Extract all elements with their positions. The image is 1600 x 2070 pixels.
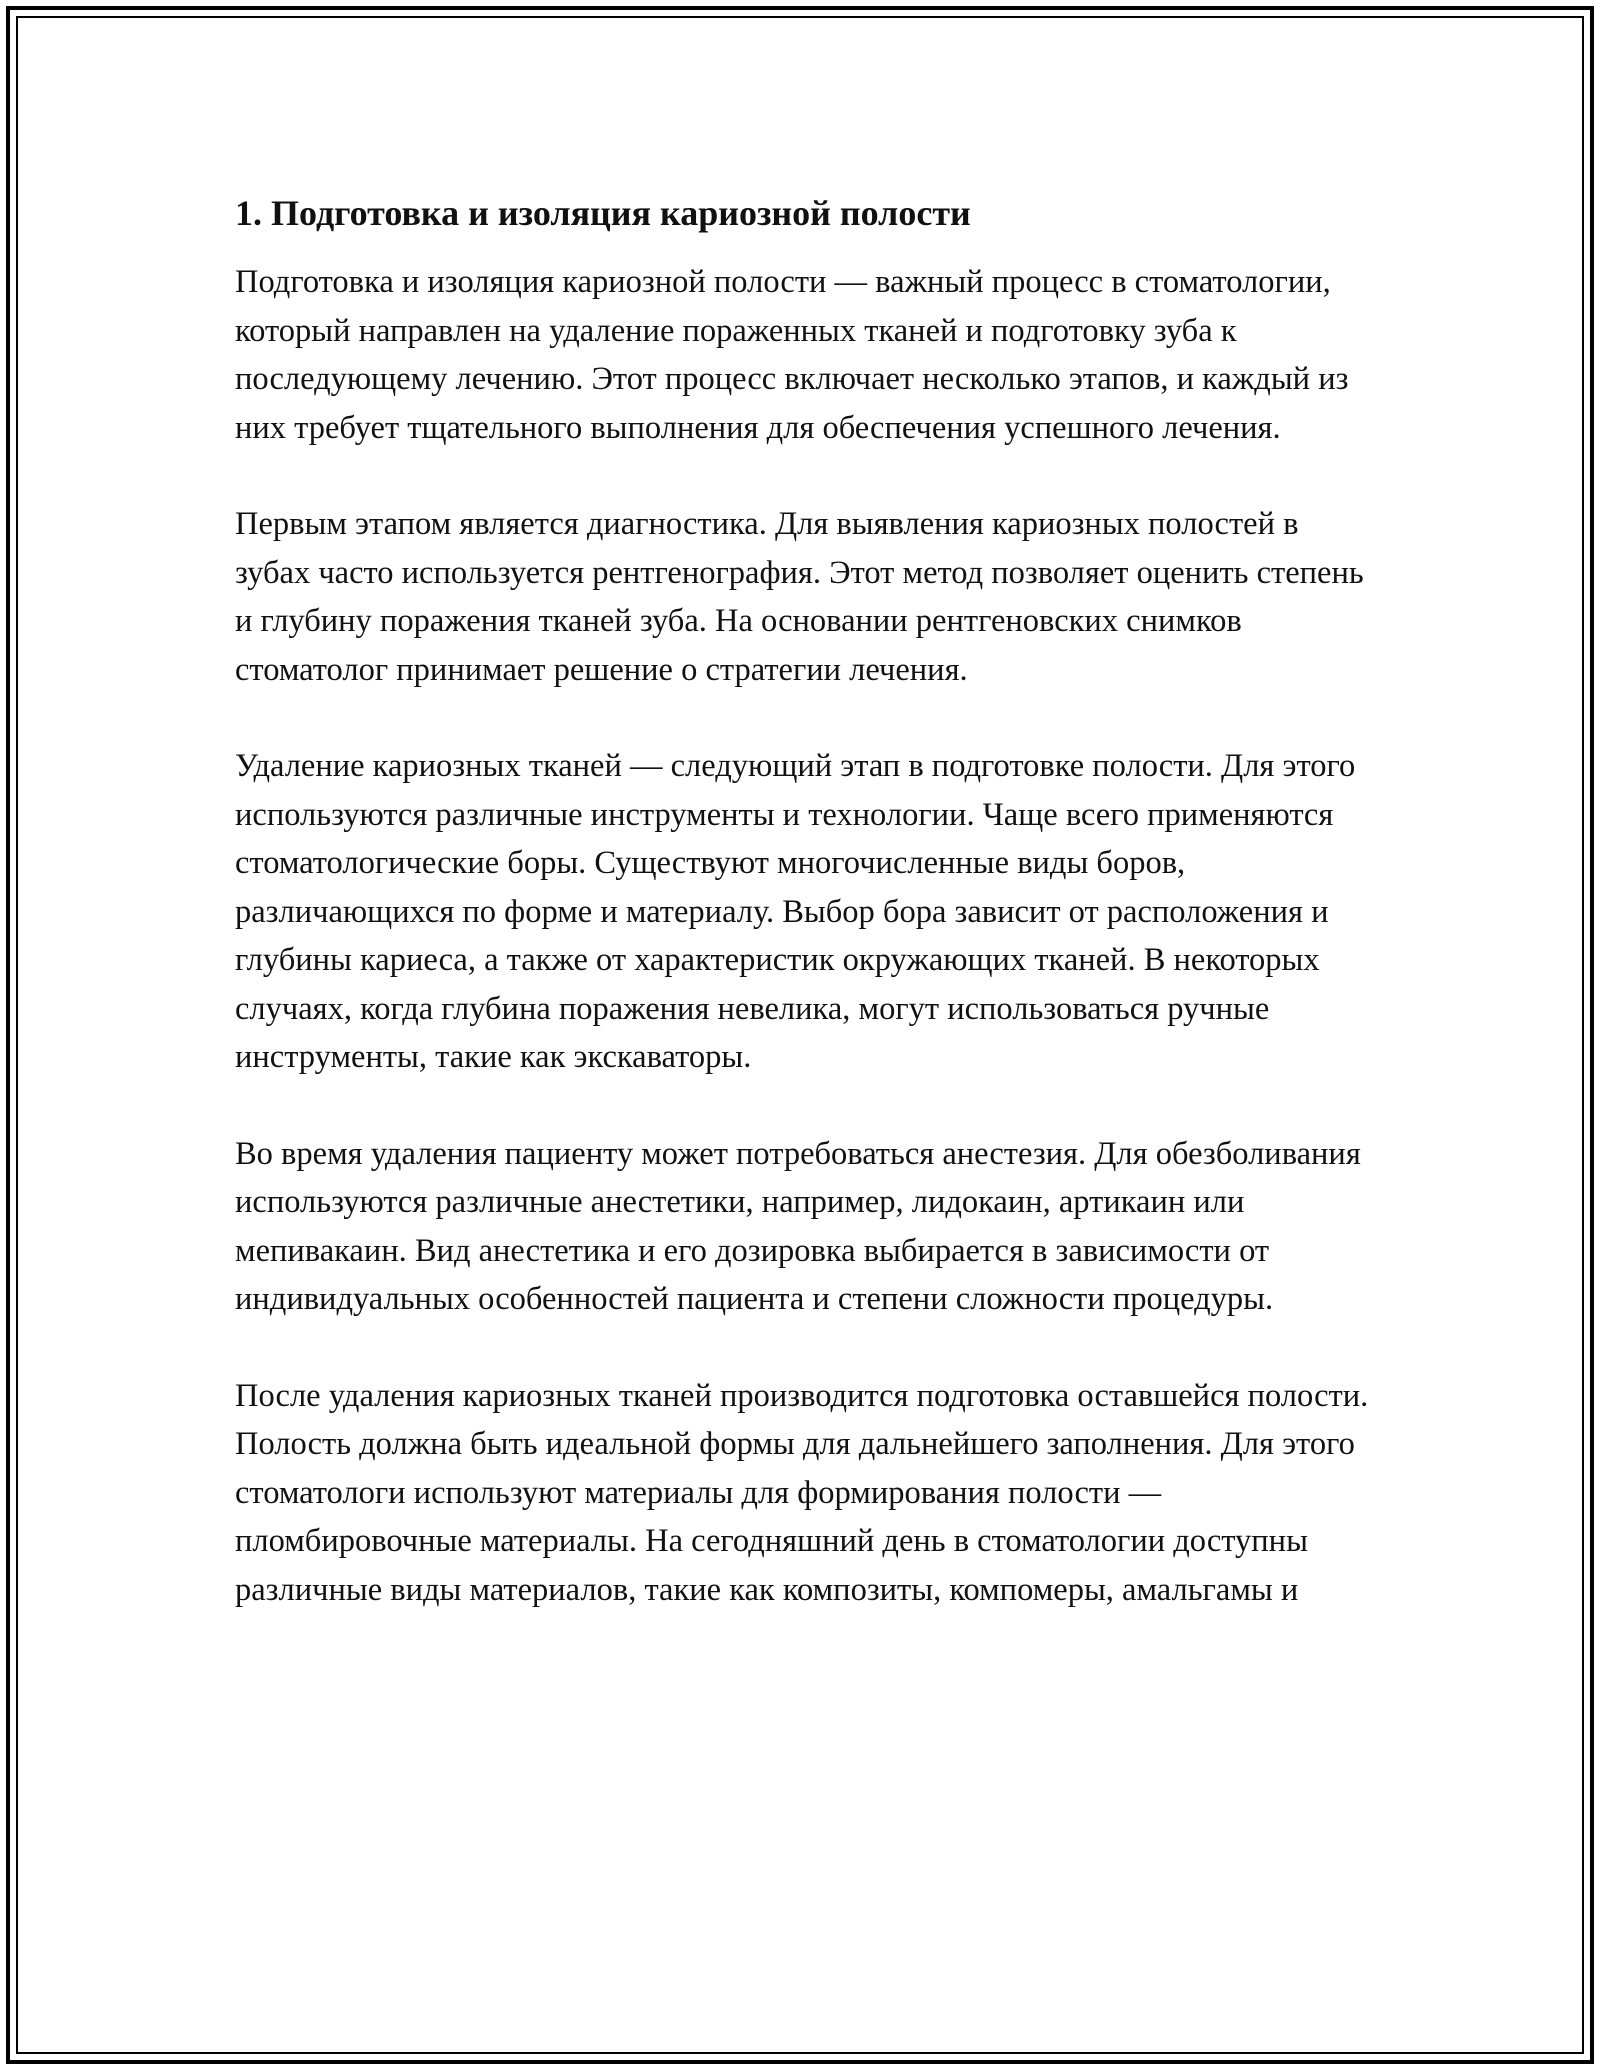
paragraph-cavity-preparation: После удаления кариозных тканей производится подготовка оставшейся полости. Полость должна быть идеальной формы для дальнейшего заполнения. Для этого стоматологи используют материалы для формирования полости — пломбировочные материалы. На сегодняшний день в стоматологии доступны различные виды материалов, такие как композиты, компомеры, амальгамы и xyxy=(235,1377,1369,1608)
section-heading: 1. Подготовка и изоляция кариозной полости xyxy=(235,193,971,233)
paragraph-anesthesia: Во время удаления пациенту может потребоваться анестезия. Для обезболивания используются различные анестетики, например, лидокаин, артикаин или мепивакаин. Вид анестетика и его дозировка выбирается в зависимости от индивидуальных особенностей пациента и степени сложности процедуры. xyxy=(235,1135,1361,1317)
paragraph-diagnostics: Первым этапом является диагностика. Для выявления кариозных полостей в зубах часто используется рентгенография. Этот метод позволяет оценить степень и глубину поражения тканей зуба. На основании рентгеновских снимков стоматолог принимает решение о стратегии лечения. xyxy=(235,506,1364,688)
paragraph-tissue-removal: Удаление кариозных тканей — следующий этап в подготовке полости. Для этого используются различные инструменты и технологии. Чаще всего применяются стоматологические боры. Существуют многочисленные виды боров, различающихся по форме и материалу. Выбор бора зависит от расположения и глубины кариеса, а также от характеристик окружающих тканей. В некоторых случаях, когда глубина поражения невелика, могут использоваться ручные инструменты, такие как экскаваторы. xyxy=(235,748,1356,1075)
paragraph-intro: Подготовка и изоляция кариозной полости — важный процесс в стоматологии, который направлен на удаление пораженных тканей и подготовку зуба к последующему лечению. Этот процесс включает несколько этапов, и каждый из них требует тщательного выполнения для обеспечения успешного лечения. xyxy=(235,264,1349,446)
document-body xyxy=(235,186,1375,1662)
